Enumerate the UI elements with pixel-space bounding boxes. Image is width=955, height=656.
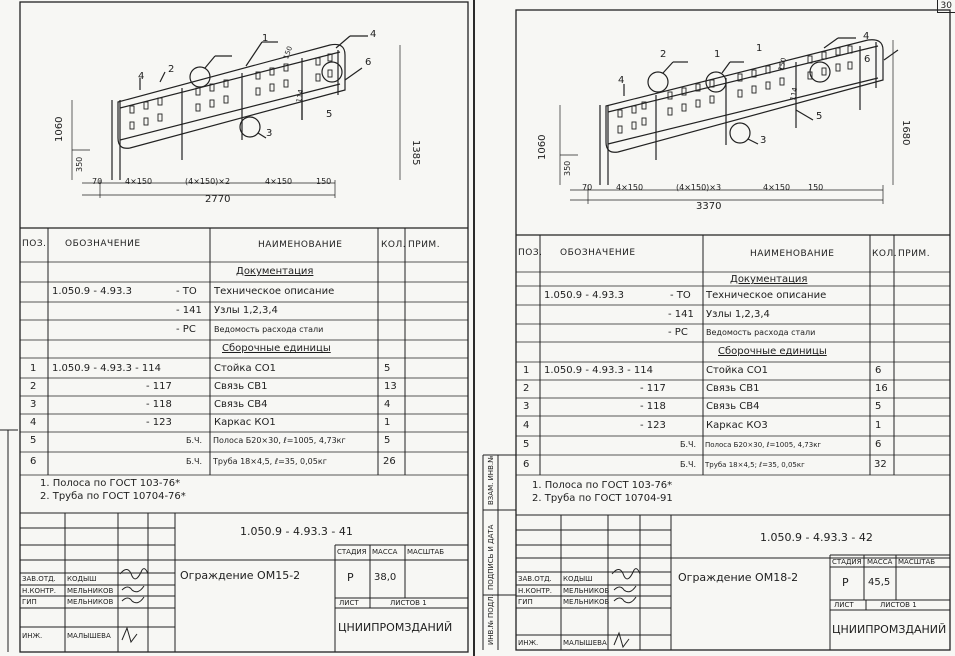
unit-6-qty: 32 — [874, 459, 887, 470]
person-3: МЕЛЬНИКОВ — [67, 598, 114, 606]
stage-value: Р — [347, 571, 354, 584]
doc-row-1-designation: 1.050.9 - 4.93.3 — [52, 286, 132, 297]
unit-2-pos: 2 — [30, 381, 37, 392]
railing-drawing-2 — [560, 38, 898, 204]
unit-3-designation: - 118 — [146, 399, 172, 410]
unit-1-designation: 1.050.9 - 4.93.3 - 114 — [544, 365, 653, 376]
unit-2-name: Связь СВ1 — [214, 381, 268, 392]
mass-header: МАССА — [372, 548, 398, 556]
note-1: 1. Полоса по ГОСТ 103-76* — [532, 480, 673, 491]
section-docs: Документация — [730, 274, 808, 285]
dim-seg-3: 4×150 — [763, 183, 791, 192]
person-4: МАЛЫШЕВА — [67, 632, 111, 640]
sheet-divider — [473, 0, 475, 656]
unit-5-qty: 6 — [875, 439, 882, 450]
unit-4-qty: 1 — [875, 420, 882, 431]
doc-row-3-suffix: - РС — [668, 327, 688, 338]
dim-seg-2: (4×150)×2 — [185, 177, 231, 186]
col-note-header: ПРИМ. — [408, 240, 441, 250]
unit-1-qty: 6 — [875, 365, 882, 376]
role-4: ИНЖ. — [518, 639, 539, 647]
unit-6-name: Труба 18×4,5, ℓ=35, 0,05кг — [213, 457, 327, 466]
callout-4a: 4 — [618, 75, 625, 86]
person-1: КОДЫШ — [67, 575, 97, 583]
callout-2: 2 — [660, 49, 667, 60]
dim-height-total: 1385 — [410, 140, 421, 166]
callout-2: 2 — [168, 64, 175, 75]
unit-3-designation: - 118 — [640, 401, 666, 412]
doc-title: Ограждение ОМ15-2 — [180, 569, 301, 582]
unit-5-qty: 5 — [384, 435, 391, 446]
unit-5-name: Полоса Б20×30, ℓ=1005, 4,73кг — [705, 441, 822, 449]
side-label-2: ПОДПИСЬ И ДАТА — [487, 524, 495, 590]
role-2: Н.КОНТР. — [518, 587, 552, 595]
section-units: Сборочные единицы — [222, 343, 331, 354]
col-name-header: НАИМЕНОВАНИЕ — [258, 240, 343, 250]
role-1: ЗАВ.ОТД. — [22, 575, 56, 583]
unit-1-designation: 1.050.9 - 4.93.3 - 114 — [52, 363, 161, 374]
unit-5-name: Полоса Б20×30, ℓ=1005, 4,73кг — [213, 436, 346, 445]
right-sheet — [478, 0, 955, 656]
unit-2-name: Связь СВ1 — [706, 383, 760, 394]
mass-value: 38,0 — [374, 572, 397, 583]
doc-code: 1.050.9 - 4.93.3 - 41 — [240, 525, 353, 538]
unit-2-qty: 13 — [384, 381, 397, 392]
dim-total: 3370 — [696, 201, 722, 212]
callout-4a: 4 — [138, 71, 145, 82]
note-2: 2. Труба по ГОСТ 10704-91 — [532, 493, 673, 504]
unit-3-name: Связь СВ4 — [706, 401, 760, 412]
dim-height-2: 350 — [563, 160, 572, 176]
col-pos-header: ПОЗ. — [518, 248, 543, 258]
callout-1b: 1 — [756, 43, 763, 54]
dim-height-2: 350 — [75, 156, 84, 172]
callout-5: 5 — [326, 109, 333, 120]
dim-seg-2: (4×150)×3 — [676, 183, 722, 192]
person-2: МЕЛЬНИКОВ — [563, 587, 610, 595]
callout-3: 3 — [760, 135, 767, 146]
stage-value: Р — [842, 576, 849, 589]
role-3: ГИП — [518, 598, 533, 606]
unit-4-pos: 4 — [523, 420, 530, 431]
unit-6-qty: 26 — [383, 456, 396, 467]
sheet-header: ЛИСТ — [834, 601, 854, 609]
unit-5-designation: Б.Ч. — [680, 440, 697, 449]
unit-5-pos: 5 — [30, 435, 37, 446]
stage-header: СТАДИЯ — [832, 558, 862, 566]
dim-v114: 114 — [789, 86, 800, 102]
dim-v150: 150 — [777, 56, 789, 72]
stage-header: СТАДИЯ — [337, 548, 367, 556]
unit-4-pos: 4 — [30, 417, 37, 428]
organization: ЦНИИПРОМЗДАНИЙ — [832, 623, 947, 636]
doc-row-3-name: Ведомость расхода стали — [214, 325, 324, 334]
dim-seg-3: 4×150 — [265, 177, 293, 186]
col-note-header: ПРИМ. — [898, 249, 931, 259]
side-label-1: ИНВ.№ ПОДЛ. — [487, 594, 495, 645]
dim-v114: 114 — [295, 88, 306, 104]
note-1: 1. Полоса по ГОСТ 103-76* — [40, 478, 181, 489]
unit-3-pos: 3 — [523, 401, 530, 412]
callout-6: 6 — [365, 57, 372, 68]
col-designation-header: ОБОЗНАЧЕНИЕ — [65, 239, 141, 249]
unit-3-pos: 3 — [30, 399, 37, 410]
person-3: МЕЛЬНИКОВ — [563, 598, 610, 606]
callout-1a: 1 — [714, 49, 721, 60]
sheet-header: ЛИСТ — [339, 599, 359, 607]
callout-4b: 4 — [370, 29, 377, 40]
doc-row-2-suffix: - 141 — [668, 309, 694, 320]
doc-row-1-designation: 1.050.9 - 4.93.3 — [544, 290, 624, 301]
unit-1-name: Стойка СО1 — [214, 363, 276, 374]
unit-6-name: Труба 18×4,5; ℓ=35, 0,05кг — [705, 461, 805, 469]
dim-seg-4: 150 — [316, 177, 332, 186]
unit-1-pos: 1 — [30, 363, 37, 374]
doc-row-3-name: Ведомость расхода стали — [706, 328, 816, 337]
doc-row-1-name: Техническое описание — [706, 290, 827, 301]
dim-height-1: 1060 — [537, 134, 548, 160]
sheets-header: ЛИСТОВ 1 — [880, 601, 917, 609]
left-sheet — [0, 0, 473, 656]
unit-2-designation: - 117 — [640, 383, 666, 394]
callout-5: 5 — [816, 111, 823, 122]
doc-row-1-name: Техническое описание — [214, 286, 335, 297]
unit-1-pos: 1 — [523, 365, 530, 376]
unit-4-designation: - 123 — [146, 417, 172, 428]
role-2: Н.КОНТР. — [22, 587, 56, 595]
role-3: ГИП — [22, 598, 37, 606]
railing-drawing — [72, 33, 400, 198]
dim-seg-1: 4×150 — [125, 177, 153, 186]
callout-4b: 4 — [863, 31, 870, 42]
unit-6-designation: Б.Ч. — [680, 460, 697, 469]
unit-3-name: Связь СВ4 — [214, 399, 268, 410]
scale-header: МАСШТАБ — [898, 558, 936, 566]
dim-height-total: 1680 — [900, 120, 911, 146]
page-number: 30 — [937, 0, 955, 13]
mass-header: МАССА — [867, 558, 893, 566]
callout-6: 6 — [864, 54, 871, 65]
mass-value: 45,5 — [868, 577, 891, 588]
unit-6-pos: 6 — [30, 456, 37, 467]
unit-5-designation: Б.Ч. — [186, 436, 203, 445]
dim-70: 70 — [582, 183, 593, 192]
doc-row-3-suffix: - РС — [176, 324, 196, 335]
unit-3-qty: 4 — [384, 399, 391, 410]
dim-height-1: 1060 — [54, 116, 65, 142]
unit-2-pos: 2 — [523, 383, 530, 394]
unit-4-qty: 1 — [384, 417, 391, 428]
dim-seg-1: 4×150 — [616, 183, 644, 192]
doc-row-2-name: Узлы 1,2,3,4 — [214, 305, 278, 316]
dim-seg-4: 150 — [808, 183, 824, 192]
unit-1-qty: 5 — [384, 363, 391, 374]
doc-row-1-suffix: - ТО — [670, 290, 691, 301]
unit-3-qty: 5 — [875, 401, 882, 412]
dim-70: 70 — [92, 177, 103, 186]
sheets-header: ЛИСТОВ 1 — [390, 599, 427, 607]
doc-row-2-name: Узлы 1,2,3,4 — [706, 309, 770, 320]
person-1: КОДЫШ — [563, 575, 593, 583]
dim-v150: 150 — [282, 45, 295, 61]
callout-1: 1 — [262, 33, 269, 44]
col-qty-header: КОЛ. — [381, 240, 407, 250]
col-pos-header: ПОЗ. — [22, 239, 47, 249]
doc-row-2-suffix: - 141 — [176, 305, 202, 316]
person-2: МЕЛЬНИКОВ — [67, 587, 114, 595]
dim-total: 2770 — [205, 194, 231, 205]
doc-title: Ограждение ОМ18-2 — [678, 571, 799, 584]
doc-code: 1.050.9 - 4.93.3 - 42 — [760, 531, 873, 544]
unit-4-designation: - 123 — [640, 420, 666, 431]
col-designation-header: ОБОЗНАЧЕНИЕ — [560, 248, 636, 258]
unit-5-pos: 5 — [523, 439, 530, 450]
unit-1-name: Стойка СО1 — [706, 365, 768, 376]
col-qty-header: КОЛ. — [872, 249, 898, 259]
note-2: 2. Труба по ГОСТ 10704-76* — [40, 491, 186, 502]
scale-header: МАСШТАБ — [407, 548, 445, 556]
col-name-header: НАИМЕНОВАНИЕ — [750, 249, 835, 259]
unit-4-name: Каркас КО3 — [706, 420, 768, 431]
person-4: МАЛЫШЕВА — [563, 639, 607, 647]
unit-6-pos: 6 — [523, 459, 530, 470]
side-label-3: ВЗАМ. ИНВ.№ — [487, 455, 495, 505]
doc-row-1-suffix: - ТО — [176, 286, 197, 297]
role-4: ИНЖ. — [22, 632, 43, 640]
callout-3: 3 — [266, 128, 273, 139]
section-docs: Документация — [236, 266, 314, 277]
organization: ЦНИИПРОМЗДАНИЙ — [338, 621, 453, 634]
unit-4-name: Каркас КО1 — [214, 417, 276, 428]
unit-6-designation: Б.Ч. — [186, 457, 203, 466]
role-1: ЗАВ.ОТД. — [518, 575, 552, 583]
unit-2-designation: - 117 — [146, 381, 172, 392]
section-units: Сборочные единицы — [718, 346, 827, 357]
unit-2-qty: 16 — [875, 383, 888, 394]
